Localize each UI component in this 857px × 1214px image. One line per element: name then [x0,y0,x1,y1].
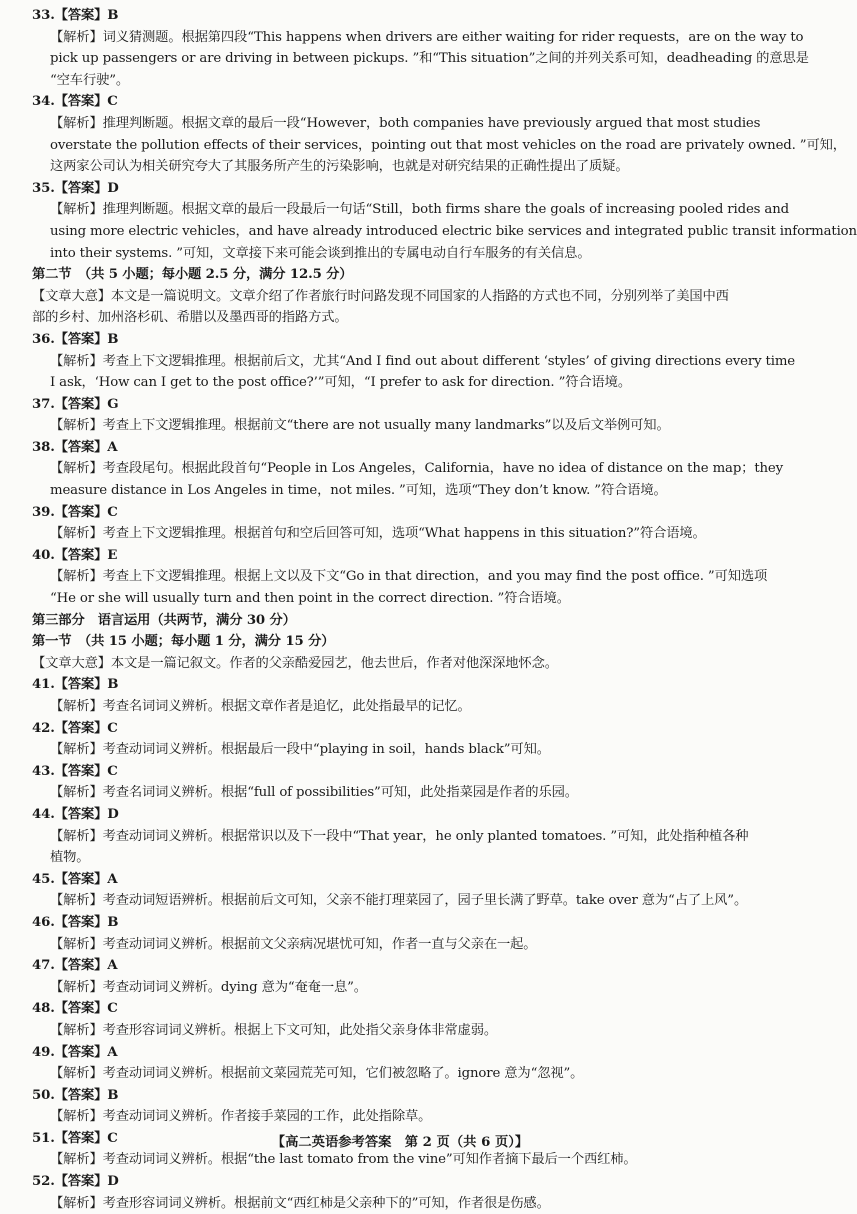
explanation-continuation: measure distance in Los Angeles in time，not miles. ”可知，选项“They don’t know. ”符合语境。 [50,483,667,499]
explanation-line: 【解析】词义猜测题。根据第四段“This happens when drivers are either waiting for rider requests，are on the way to [50,29,804,45]
explanation-line: 【解析】考查名词词义辨析。根据文章作者是追忆，此处指最早的记忆。 [50,699,471,714]
section-heading: 第三部分 语言运用（共两节，满分 30 分） [32,612,296,628]
explanation-line: 【解析】考查动词词义辨析。根据常识以及下一段中“That year，he only planted tomatoes. ”可知，此处指种植各种 [50,828,749,844]
explanation-line: 【解析】考查段尾句。根据此段首句“People in Los Angeles，California，have no idea of distance on the map；they [50,461,784,477]
explanation-line: 【解析】考查形容词词义辨析。根据上下文可知，此处指父亲身体非常虚弱。 [50,1022,497,1038]
explanation-line: 【解析】考查上下文逻辑推理。根据前后文，尤其“And I find out about different ‘styles’ of giving directions every time [50,353,796,369]
explanation-continuation: 植物。 [50,850,90,866]
explanation-line: 【解析】推理判断题。根据文章的最后一段最后一句话“Still，both firms share the goals of increasing pooled rides and [50,202,789,218]
section-heading: 第一节 （共 15 小题；每小题 1 分，满分 15 分） [32,634,335,650]
explanation-continuation: into their systems. ”可知，文章接下来可能会谈到推出的专属电动自行车服务的有关信息。 [50,245,591,261]
explanation-line: 【解析】考查动词短语辨析。根据前后文可知，父亲不能打理菜园了，园子里长满了野草。take over 意为“占了上风”。 [50,893,748,909]
answer-line: 40.【答案】E [32,547,118,563]
answer-line: 33.【答案】B [32,8,119,23]
answer-line: 44.【答案】D [32,806,119,822]
explanation-line: 【解析】考查动词词义辨析。dying 意为“奄奄一息”。 [50,979,367,995]
explanation-line: 【解析】考查动词词义辨析。根据“the last tomato from the vine”可知作者摘下最后一个西红柿。 [50,1152,637,1168]
answer-line: 39.【答案】C [32,504,118,520]
explanation-line: 【解析】推理判断题。根据文章的最后一段“However，both companies have previously argued that most studies [50,115,761,131]
passage-summary: 【文章大意】本文是一篇记叙文。作者的父亲酷爱园艺，他去世后，作者对他深深地怀念。 [32,655,558,671]
explanation-line: 【解析】考查上下文逻辑推理。根据上文以及下文“Go in that direction，and you may find the post office. ”可知选项 [50,569,768,585]
explanation-continuation: I ask，‘How can I get to the post office?’”可知，“I prefer to ask for direction. ”符合语境。 [50,375,631,391]
answer-line: 50.【答案】B [32,1087,119,1103]
answer-line: 41.【答案】B [32,677,119,693]
explanation-line: 【解析】考查动词词义辨析。根据前文父亲病况堪忧可知，作者一直与父亲在一起。 [50,936,537,952]
explanation-line: 【解析】考查上下文逻辑推理。根据首句和空后回答可知，选项“What happens in this situation?”符合语境。 [50,526,706,542]
answer-line: 48.【答案】C [32,1001,118,1017]
answer-line: 45.【答案】A [32,871,118,887]
answer-line: 42.【答案】C [32,720,118,736]
explanation-continuation: “空车行驶”。 [50,72,130,88]
answer-line: 35.【答案】D [32,180,119,196]
explanation-line: 【解析】考查名词词义辨析。根据“full of possibilities”可知，此处指菜园是作者的乐园。 [50,785,578,801]
answer-line: 34.【答案】C [32,94,118,110]
explanation-line: 【解析】考查形容词词义辨析。根据前文“西红柿是父亲种下的”可知，作者很是伤感。 [50,1195,550,1211]
explanation-line: 【解析】考查上下文逻辑推理。根据前文“there are not usually many landmarks”以及后文举例可知。 [50,418,670,434]
explanation-continuation: pick up passengers or are driving in between pickups. ”和“This situation”之间的并列关系可知，deadheading 的意思是 [50,51,809,67]
answer-line: 47.【答案】A [32,958,118,974]
explanation-continuation: using more electric vehicles，and have already introduced electric bike services and integrated public transit information [50,223,857,239]
answer-line: 46.【答案】B [32,914,119,930]
passage-summary: 部的乡村、加州洛杉矶、希腊以及墨西哥的指路方式。 [32,310,348,326]
explanation-continuation: “He or she will usually turn and then point in the correct direction. ”符合语境。 [50,591,570,607]
answer-line: 51.【答案】C [32,1130,118,1146]
explanation-line: 【解析】考查动词词义辨析。作者接手菜园的工作，此处指除草。 [50,1109,432,1125]
explanation-continuation: 这两家公司认为相关研究夸大了其服务所产生的污染影响，也就是对研究结果的正确性提出了质疑。 [50,159,629,175]
answer-content [32,5,857,1214]
explanation-continuation: overstate the pollution effects of their services，pointing out that most vehicles on the road are privately owned. ”可知， [50,137,846,153]
answer-line: 43.【答案】C [32,763,118,779]
answer-line: 38.【答案】A [32,439,118,455]
explanation-line: 【解析】考查动词词义辨析。根据最后一段中“playing in soil，hands black”可知。 [50,742,550,758]
page-footer: 【高二英语参考答案 第 2 页（共 6 页）】 [271,1135,529,1150]
explanation-line: 【解析】考查动词词义辨析。根据前文菜园荒芜可知，它们被忽略了。ignore 意为“忽视”。 [50,1066,584,1082]
answer-line: 36.【答案】B [32,331,119,347]
answer-line: 52.【答案】D [32,1174,119,1190]
answer-line: 49.【答案】A [32,1044,118,1060]
answer-line: 37.【答案】G [32,396,119,412]
section-heading: 第二节 （共 5 小题；每小题 2.5 分，满分 12.5 分） [32,267,353,283]
passage-summary: 【文章大意】本文是一篇说明文。文章介绍了作者旅行时问路发现不同国家的人指路的方式也不同，分别列举了美国中西 [32,288,729,304]
